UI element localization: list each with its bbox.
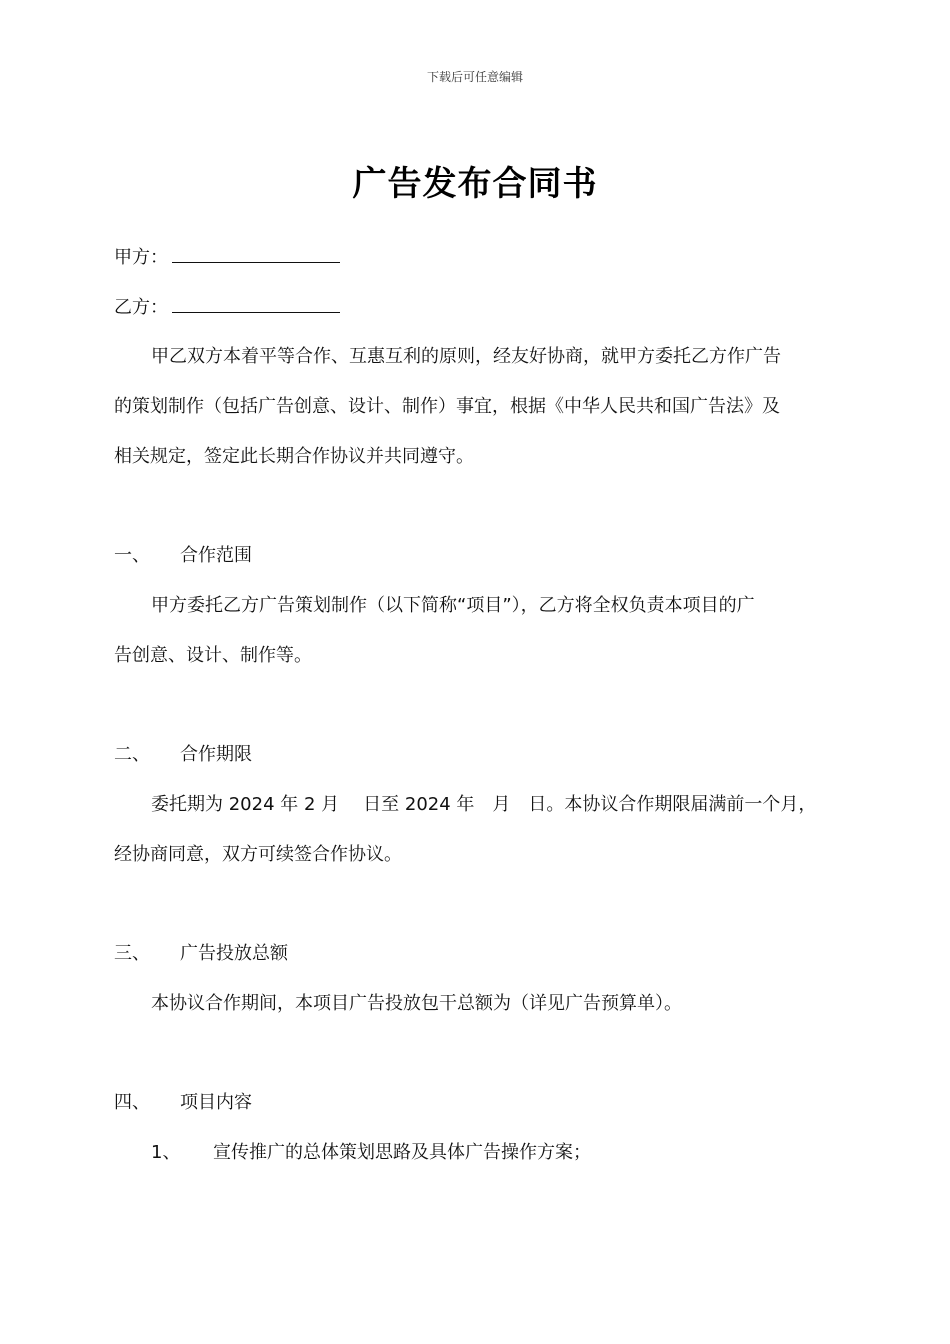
party-a-line [114, 242, 340, 269]
section-number: 二、 [114, 744, 150, 765]
intro-line: 的策划制作（包括广告创意、设计、制作）事宜，根据《中华人民共和国广告法》及 [114, 396, 780, 417]
party-b-label: 乙方： [114, 297, 168, 318]
section-text-line: 经协商同意，双方可续签合作协议。 [114, 844, 402, 865]
section-title: 项目内容 [180, 1092, 252, 1113]
party-b-blank[interactable] [172, 292, 340, 313]
section-title: 合作范围 [180, 545, 252, 566]
party-a-label: 甲方： [114, 247, 168, 268]
section-text-line: 甲方委托乙方广告策划制作（以下简称“项目”），乙方将全权负责本项目的广 [151, 595, 755, 616]
term-start: 委托期为 2024 年 2 月 [151, 794, 340, 815]
section-title: 合作期限 [180, 744, 252, 765]
header-note: 下载后可任意编辑 [426, 70, 523, 84]
item-number: 1、 [151, 1142, 181, 1163]
section-text-line: 告创意、设计、制作等。 [114, 645, 312, 666]
term-end-month: 月 [492, 794, 511, 815]
intro-line: 相关规定，签定此长期合作协议并共同遵守。 [114, 446, 474, 467]
item-text: 宣传推广的总体策划思路及具体广告操作方案； [213, 1142, 591, 1163]
section-number: 一、 [114, 545, 150, 566]
section-number: 三、 [114, 943, 150, 964]
party-a-blank[interactable] [172, 242, 340, 263]
party-b-line [114, 292, 340, 319]
term-end-rest: 日。本协议合作期限届满前一个月， [528, 794, 817, 815]
intro-line: 甲乙双方本着平等合作、互惠互利的原则，经友好协商，就甲方委托乙方作广告 [151, 346, 781, 367]
term-line [151, 790, 816, 816]
document-title: 广告发布合同书 [352, 164, 598, 204]
section-text-line: 本协议合作期间，本项目广告投放包干总额为（详见广告预算单）。 [151, 993, 682, 1014]
section-title: 广告投放总额 [180, 943, 288, 964]
section-number: 四、 [114, 1092, 150, 1113]
term-end-year: 日至 2024 年 [363, 794, 475, 815]
